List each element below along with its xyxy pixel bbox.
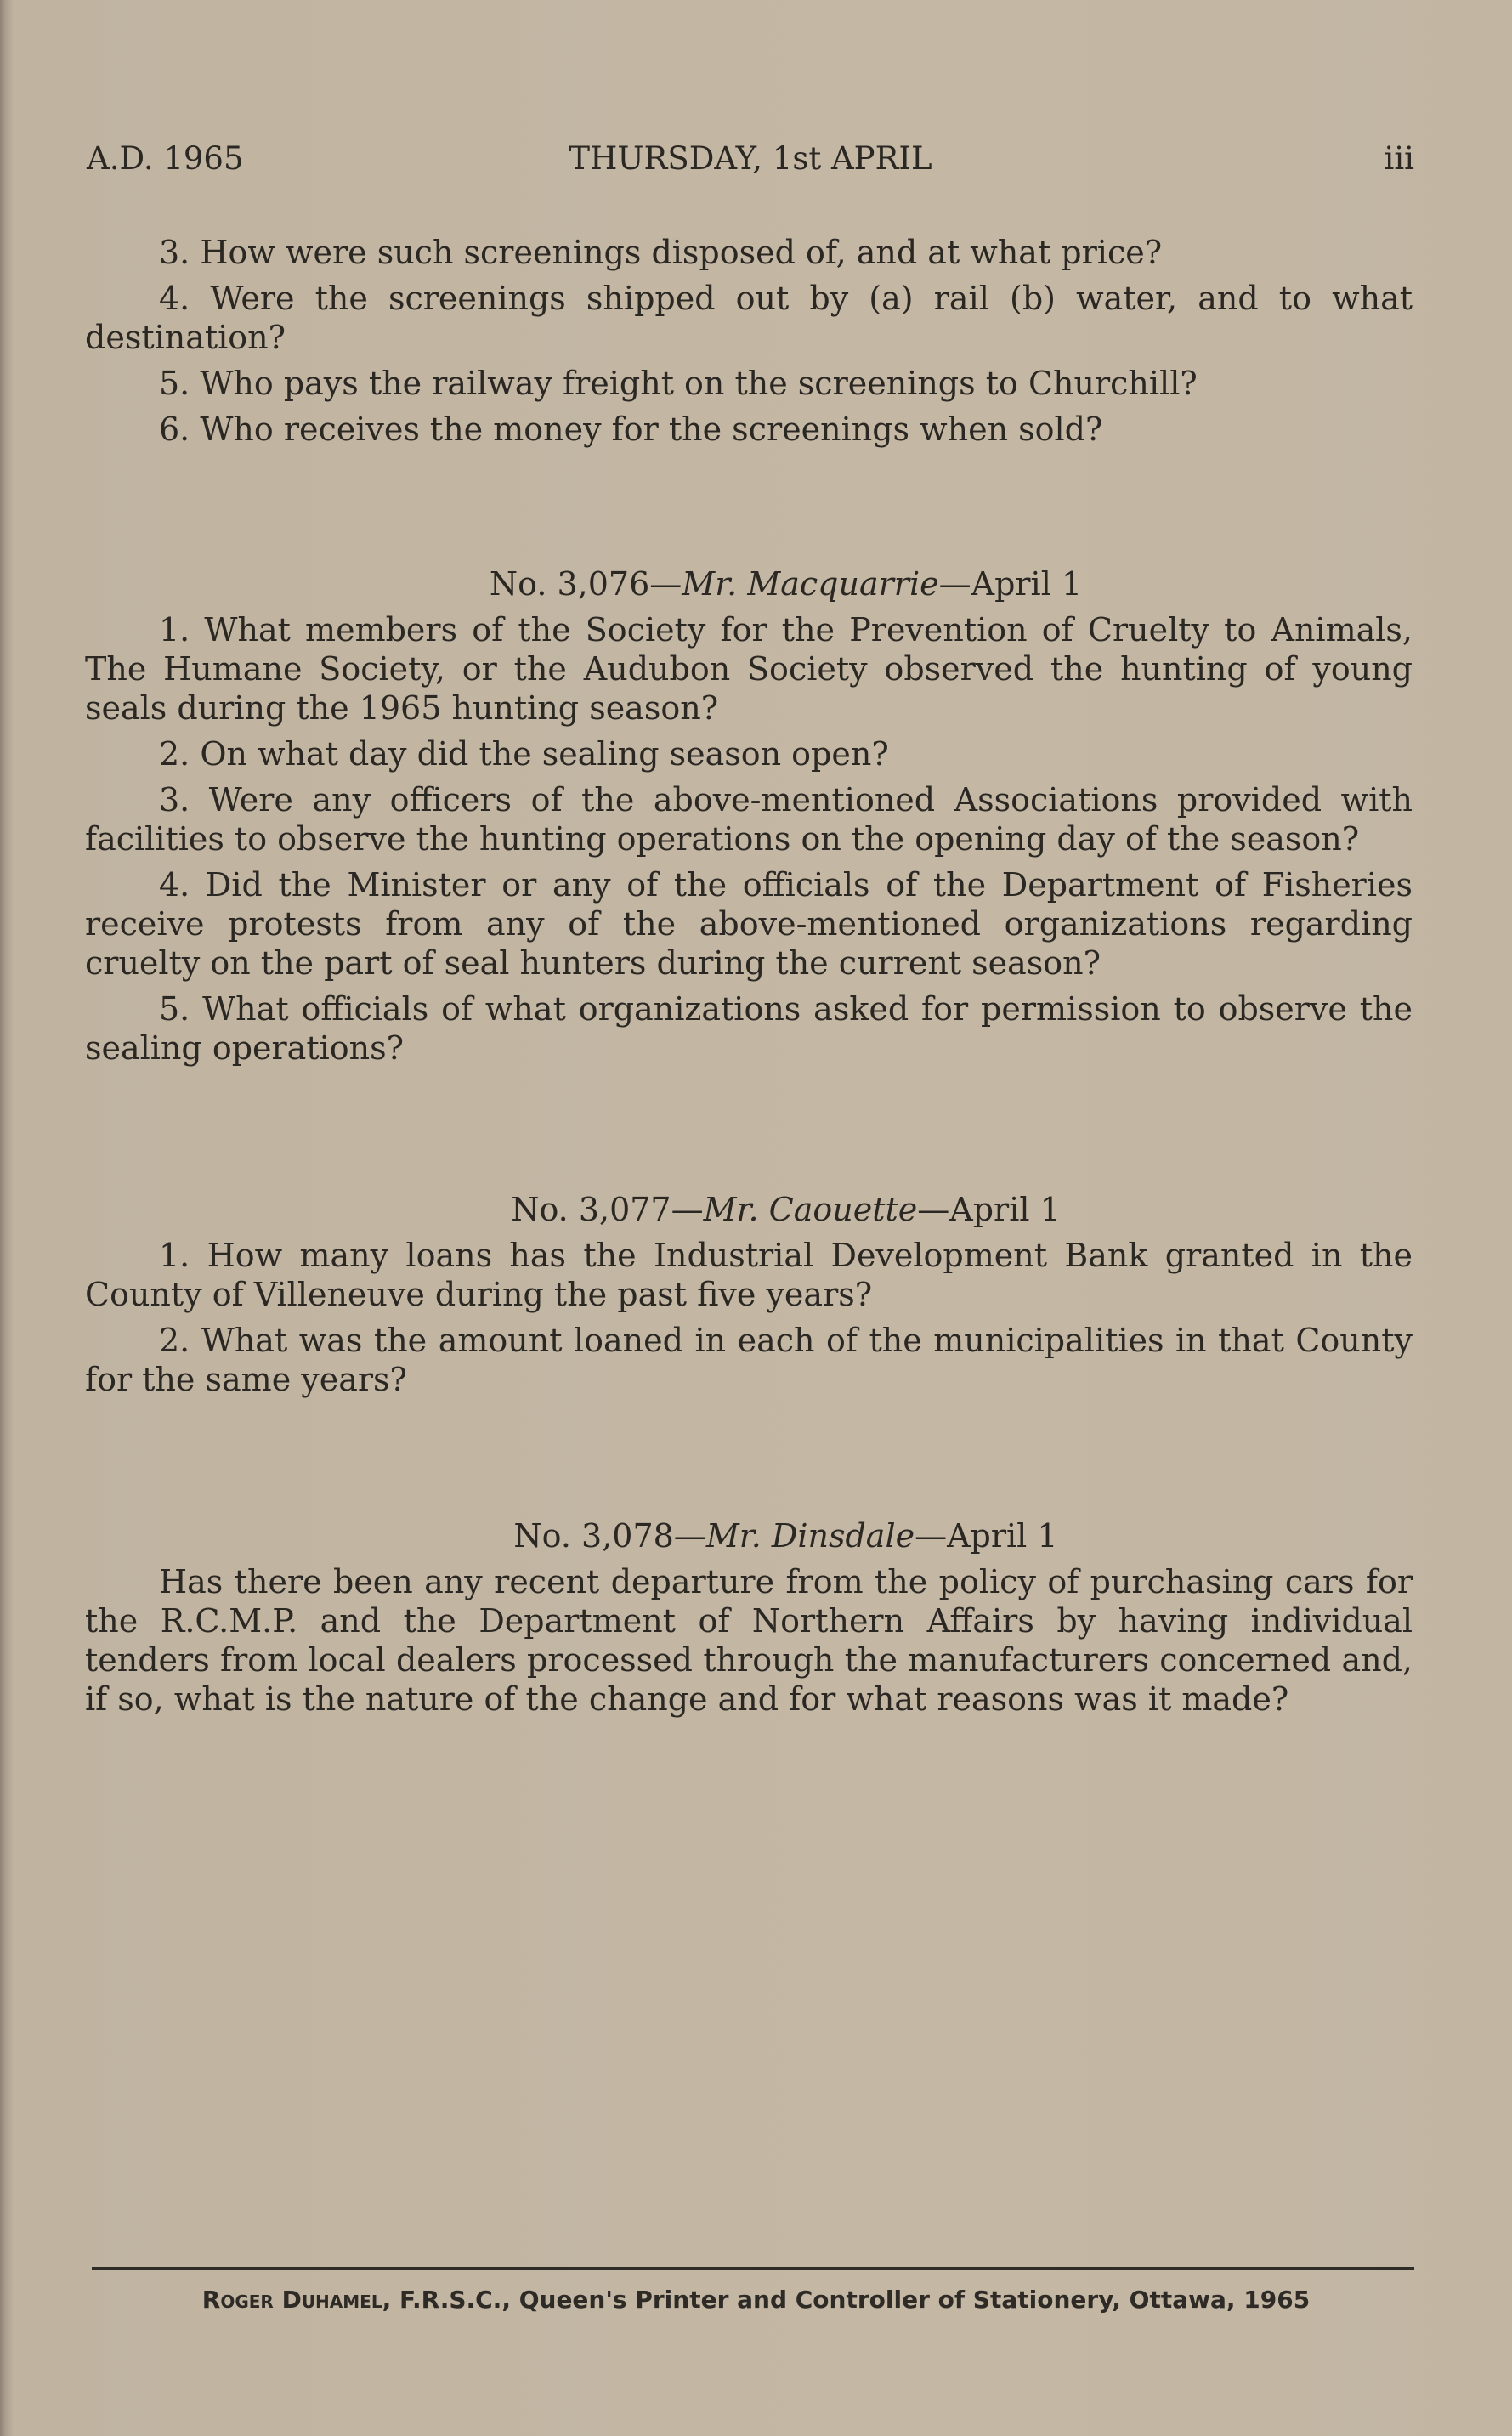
printer-imprint: Roger Duhamel, F.R.S.C., Queen's Printer and Controller of Stationery, Ottawa, 1965	[201, 2286, 1311, 2314]
header-year: A.D. 1965	[87, 140, 244, 177]
footer-rule	[92, 2267, 1414, 2270]
question-heading-3078: No. 3,078—Mr. Dinsdale—April 1	[513, 1517, 1058, 1555]
question-heading-3077: No. 3,077—Mr. Caouette—April 1	[511, 1191, 1061, 1228]
member-name: Mr. Macquarrie	[682, 565, 939, 603]
question-item: 3. Were any officers of the above-mentioned Associations provided with facilities to observe the hunting operations on the opening day of the season?	[85, 781, 1413, 858]
member-name: Mr. Dinsdale	[705, 1517, 915, 1555]
printer-name: Roger Duhamel	[201, 2286, 382, 2314]
question-item: Has there been any recent departure from the policy of purchasing cars for the R.C.M.P. and the Department of Northern Affairs by having individual tenders from local dealers processed through the manufacturers concerned and, if so, what is the nature of the change and for what reasons was it made?	[85, 1563, 1413, 1718]
header-page-number: iii	[1384, 140, 1414, 177]
question-item: 5. What officials of what organizations asked for permission to observe the sealing operations?	[85, 990, 1413, 1067]
continued-question-5: 5. Who pays the railway freight on the screenings to Churchill?	[159, 365, 1198, 402]
continued-question-3: 3. How were such screenings disposed of, and at what price?	[159, 234, 1163, 271]
question-item: 1. How many loans has the Industrial Development Bank granted in the County of Villeneuve during the past five years?	[85, 1237, 1413, 1313]
question-heading-3076: No. 3,076—Mr. Macquarrie—April 1	[489, 565, 1083, 603]
question-item: 1. What members of the Society for the Prevention of Cruelty to Animals, The Humane Society, or the Audubon Society observed the hunting of young seals during the 1965 hunting season?	[85, 611, 1413, 727]
member-name: Mr. Caouette	[703, 1191, 918, 1228]
page-content	[85, 233, 1413, 1725]
question-item: 2. What was the amount loaned in each of the municipalities in that County for the same years?	[85, 1322, 1413, 1398]
continued-question-4: 4. Were the screenings shipped out by (a) rail (b) water, and to what destination?	[85, 280, 1413, 356]
continued-question-6: 6. Who receives the money for the screenings when sold?	[159, 411, 1103, 448]
header-date: THURSDAY, 1st APRIL	[569, 140, 932, 177]
question-item: 4. Did the Minister or any of the officials of the Department of Fisheries receive protests from any of the above-mentioned organizations regarding cruelty on the part of seal hunters during the current season?	[85, 866, 1413, 982]
question-item: 2. On what day did the sealing season open?	[159, 735, 889, 773]
page-header	[87, 140, 1414, 183]
